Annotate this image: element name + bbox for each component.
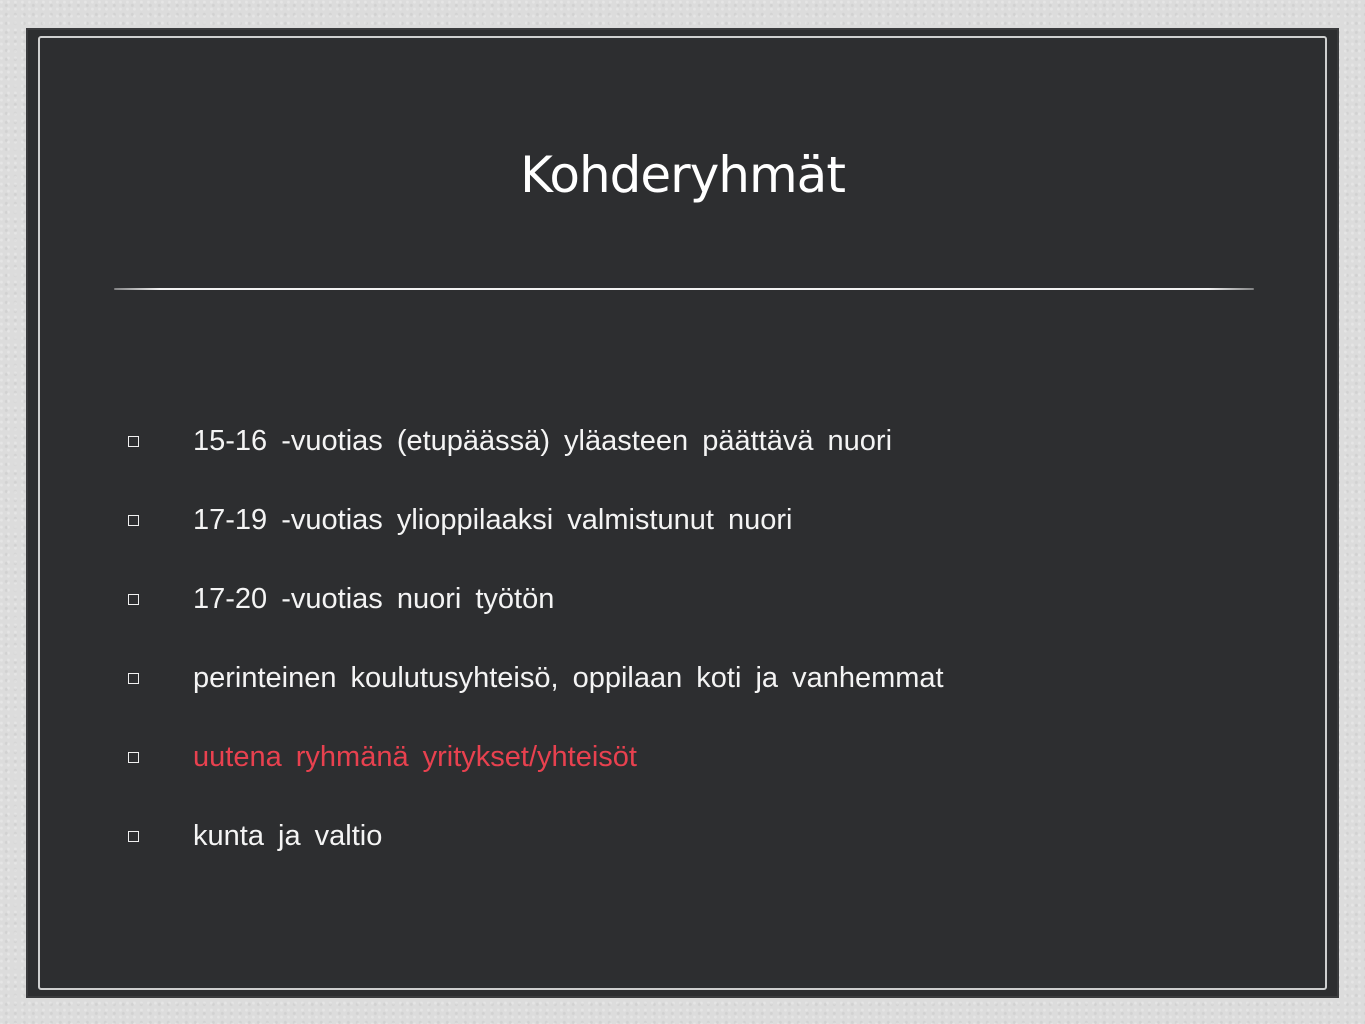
- title-divider: [114, 288, 1254, 290]
- list-item: [122, 481, 944, 560]
- slide-title: Kohderyhmät: [520, 146, 845, 204]
- square-bullet-icon: [128, 436, 139, 447]
- list-item-text: 15-16 -vuotias (etupäässä) yläasteen päättävä nuori: [193, 425, 893, 457]
- square-bullet-icon: [128, 515, 139, 526]
- list-item-highlighted: [122, 718, 944, 797]
- list-item-text: kunta ja valtio: [193, 820, 383, 852]
- list-item-text: 17-19 -vuotias ylioppilaaksi valmistunut nuori: [193, 504, 793, 536]
- list-item: [122, 560, 944, 639]
- square-bullet-icon: [128, 752, 139, 763]
- square-bullet-icon: [128, 594, 139, 605]
- list-item-text: uutena ryhmänä yritykset/yhteisöt: [193, 741, 637, 773]
- list-item: [122, 402, 944, 481]
- list-item: [122, 797, 944, 876]
- chalkboard: [26, 28, 1339, 998]
- list-item-text: perinteinen koulutusyhteisö, oppilaan koti ja vanhemmat: [193, 662, 944, 694]
- bullet-list: [122, 402, 944, 876]
- list-item-text: 17-20 -vuotias nuori työtön: [193, 583, 555, 615]
- square-bullet-icon: [128, 673, 139, 684]
- list-item: [122, 639, 944, 718]
- square-bullet-icon: [128, 831, 139, 842]
